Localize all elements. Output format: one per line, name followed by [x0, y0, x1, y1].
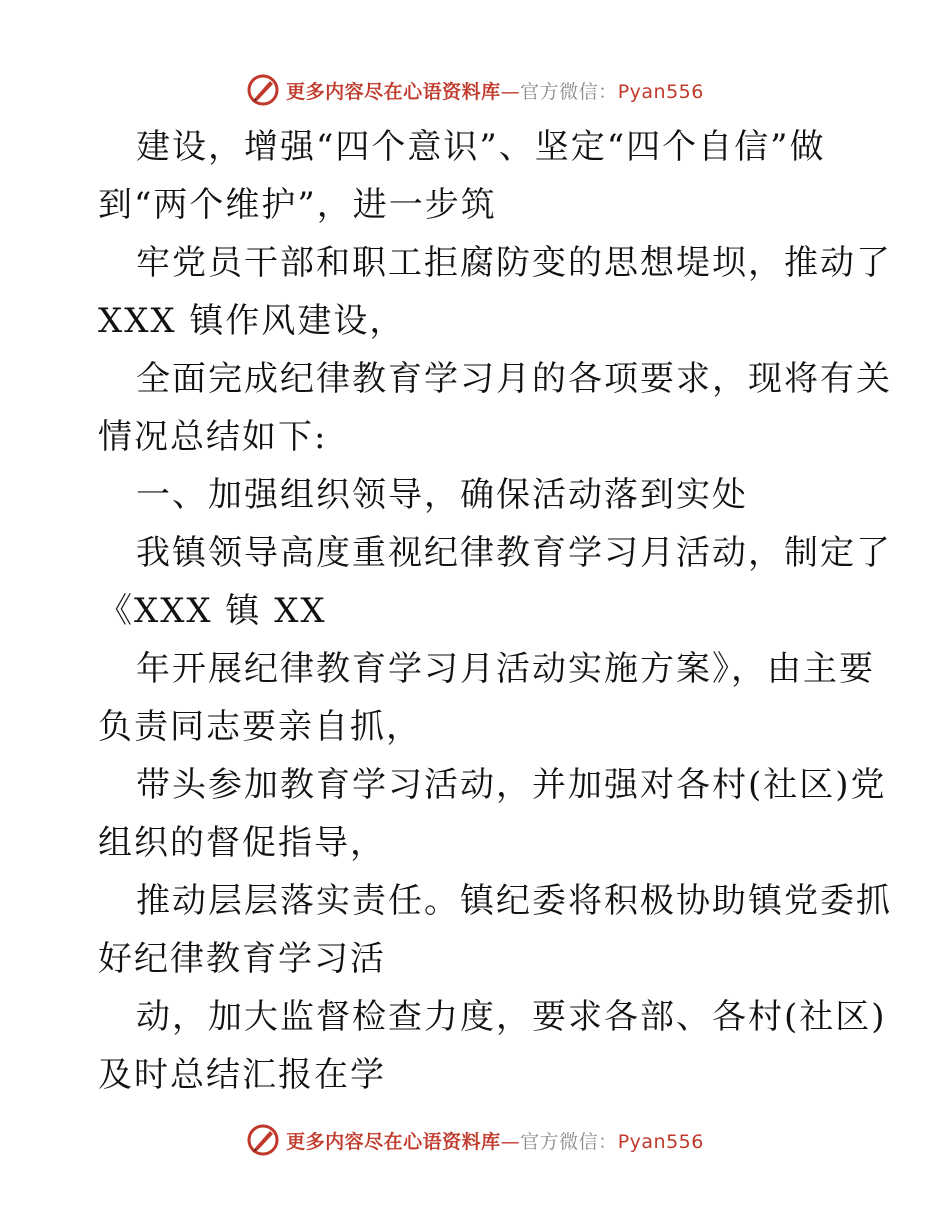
- text-line: 情况总结如下:: [98, 417, 328, 457]
- footer-banner: [0, 1120, 950, 1160]
- text-line: 动，加大监督检查力度，要求各部、各村(社区): [136, 997, 887, 1037]
- text-line: 好纪律教育学习活: [98, 939, 386, 979]
- document-body: [98, 118, 892, 1104]
- header-dash: —: [500, 80, 521, 103]
- text-line: 组织的督促指导，: [98, 823, 386, 863]
- footer-site-text: 更多内容尽在心语资料库: [286, 1130, 501, 1153]
- text-line: 年开展纪律教育学习月活动实施方案》，由主要: [136, 649, 875, 689]
- footer-dash: —: [500, 1130, 521, 1153]
- text-line: 《XXX 镇 XX: [98, 591, 327, 631]
- text-line: 牢党员干部和职工拒腐防变的思想堤坝，推动了: [136, 243, 892, 283]
- header-site-text: 更多内容尽在心语资料库: [286, 80, 501, 103]
- text-line: 及时总结汇报在学: [98, 1055, 386, 1095]
- quill-pen-logo-icon: [246, 73, 280, 107]
- text-line: 全面完成纪律教育学习月的各项要求，现将有关: [136, 359, 892, 399]
- header-account: Pyan556: [617, 80, 704, 103]
- footer-banner-text: [286, 1127, 704, 1154]
- text-line: 带头参加教育学习活动，并加强对各村(社区)党: [136, 765, 887, 805]
- text-line: 推动层层落实责任。镇纪委将积极协助镇党委抓: [136, 881, 892, 921]
- text-line: 到“两个维护”，进一步筑: [98, 185, 497, 225]
- text-line: 建设，增强“四个意识”、坚定“四个自信”做: [136, 127, 826, 167]
- text-line: 负责同志要亲自抓，: [98, 707, 422, 747]
- header-banner: [0, 70, 950, 110]
- header-official-text: 官方微信：: [520, 80, 618, 103]
- header-banner-text: [286, 77, 704, 104]
- text-line: 我镇领导高度重视纪律教育学习月活动，制定了: [136, 533, 892, 573]
- footer-official-text: 官方微信：: [520, 1130, 618, 1153]
- text-line: XXX 镇作风建设，: [98, 301, 406, 341]
- quill-pen-logo-icon: [246, 1123, 280, 1157]
- footer-account: Pyan556: [617, 1130, 704, 1153]
- text-line: 一、加强组织领导，确保活动落到实处: [136, 475, 748, 515]
